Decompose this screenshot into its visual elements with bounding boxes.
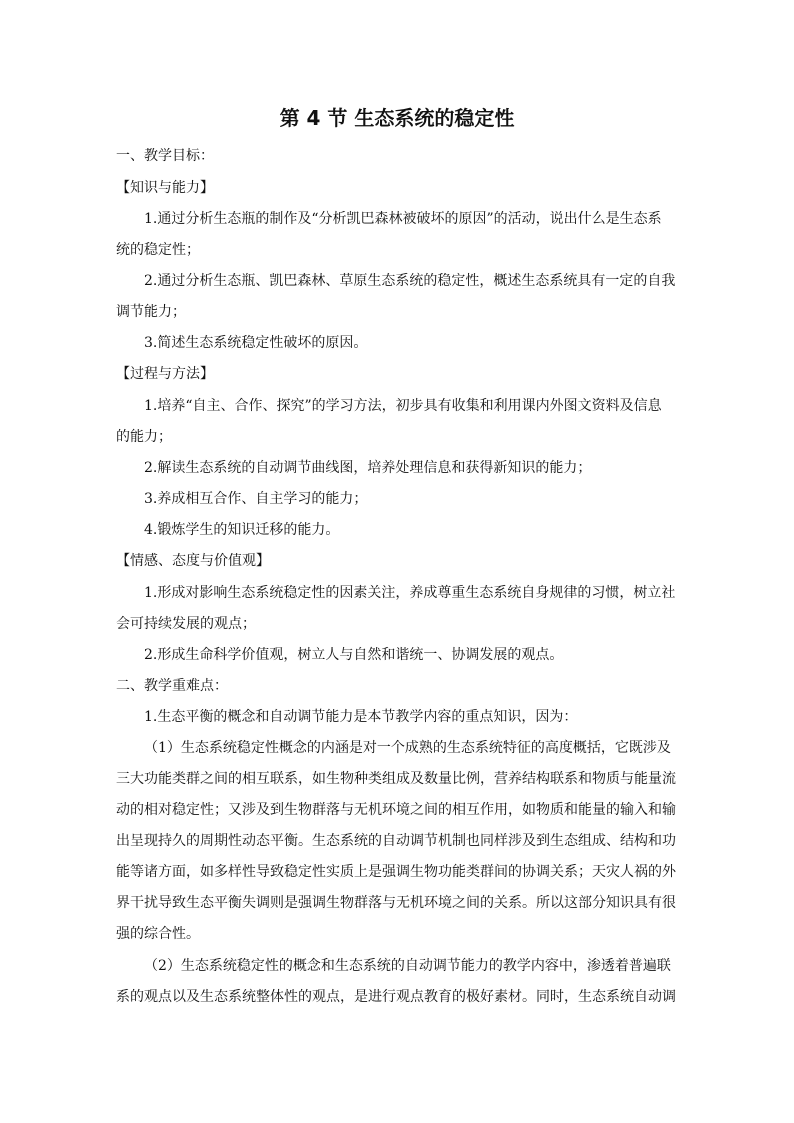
paragraph-line: （2）生态系统稳定性的概念和生态系统的自动调节能力的教学内容中，渗透着普遍联 bbox=[144, 958, 671, 974]
paragraph-line: 1.生态平衡的概念和自动调节能力是本节教学内容的重点知识，因为： bbox=[144, 709, 578, 725]
paragraph-line: 2.通过分析生态瓶、凯巴森林、草原生态系统的稳定性，概述生态系统具有一定的自我 bbox=[144, 273, 676, 289]
paragraph-line: 2.解读生态系统的自动调节曲线图，培养处理信息和获得新知识的能力； bbox=[144, 460, 592, 476]
paragraph-line: 系的观点以及生态系统整体性的观点，是进行观点教育的极好素材。同时，生态系统自动调 bbox=[116, 989, 676, 1005]
subheading-process: 【过程与方法】 bbox=[116, 366, 214, 382]
paragraph-line: 3.养成相互合作、自主学习的能力； bbox=[144, 491, 368, 507]
paragraph-line: 出呈现持久的周期性动态平衡。生态系统的自动调节机制也同样涉及到生态组成、结构和功 bbox=[116, 833, 676, 849]
section-heading-objectives: 一、教学目标： bbox=[116, 148, 214, 164]
paragraph-line: 1.形成对影响生态系统稳定性的因素关注，养成尊重生态系统自身规律的习惯，树立社 bbox=[144, 585, 676, 601]
paragraph-line: 能等诸方面，如多样性导致稳定性实质上是强调生物功能类群间的协调关系；天灾人祸的外 bbox=[116, 864, 676, 880]
paragraph-line: 1.培养“自主、合作、探究”的学习方法，初步具有收集和利用课内外图文资料及信息 bbox=[144, 398, 662, 414]
paragraph-line: 的能力； bbox=[116, 429, 172, 445]
subheading-knowledge: 【知识与能力】 bbox=[116, 180, 214, 196]
paragraph-line: 1.通过分析生态瓶的制作及“分析凯巴森林被破坏的原因”的活动，说出什么是生态系 bbox=[144, 211, 662, 227]
paragraph-line: 三大功能类群之间的相互联系，如生物种类组成及数量比例，营养结构联系和物质与能量流 bbox=[116, 771, 676, 787]
subheading-attitude: 【情感、态度与价值观】 bbox=[116, 553, 270, 569]
paragraph-line: 动的相对稳定性；又涉及到生物群落与无机环境之间的相互作用，如物质和能量的输入和输 bbox=[116, 802, 676, 818]
page-title: 第 4 节 生态系统的稳定性 bbox=[279, 106, 515, 130]
section-heading-key-points: 二、教学重难点： bbox=[116, 678, 228, 694]
paragraph-line: 统的稳定性； bbox=[116, 242, 200, 258]
paragraph-line: 强的综合性。 bbox=[116, 926, 200, 942]
paragraph-line: 2.形成生命科学价值观，树立人与自然和谐统一、协调发展的观点。 bbox=[144, 647, 564, 663]
paragraph-line: 4.锻炼学生的知识迁移的能力。 bbox=[144, 522, 340, 538]
paragraph-line: 调节能力； bbox=[116, 304, 186, 320]
paragraph-line: （1）生态系统稳定性概念的内涵是对一个成熟的生态系统特征的高度概括，它既涉及 bbox=[144, 740, 671, 756]
paragraph-line: 会可持续发展的观点； bbox=[116, 616, 256, 632]
paragraph-line: 3.简述生态系统稳定性破坏的原因。 bbox=[144, 335, 368, 351]
paragraph-line: 界干扰导致生态平衡失调则是强调生物群落与无机环境之间的关系。所以这部分知识具有很 bbox=[116, 895, 676, 911]
